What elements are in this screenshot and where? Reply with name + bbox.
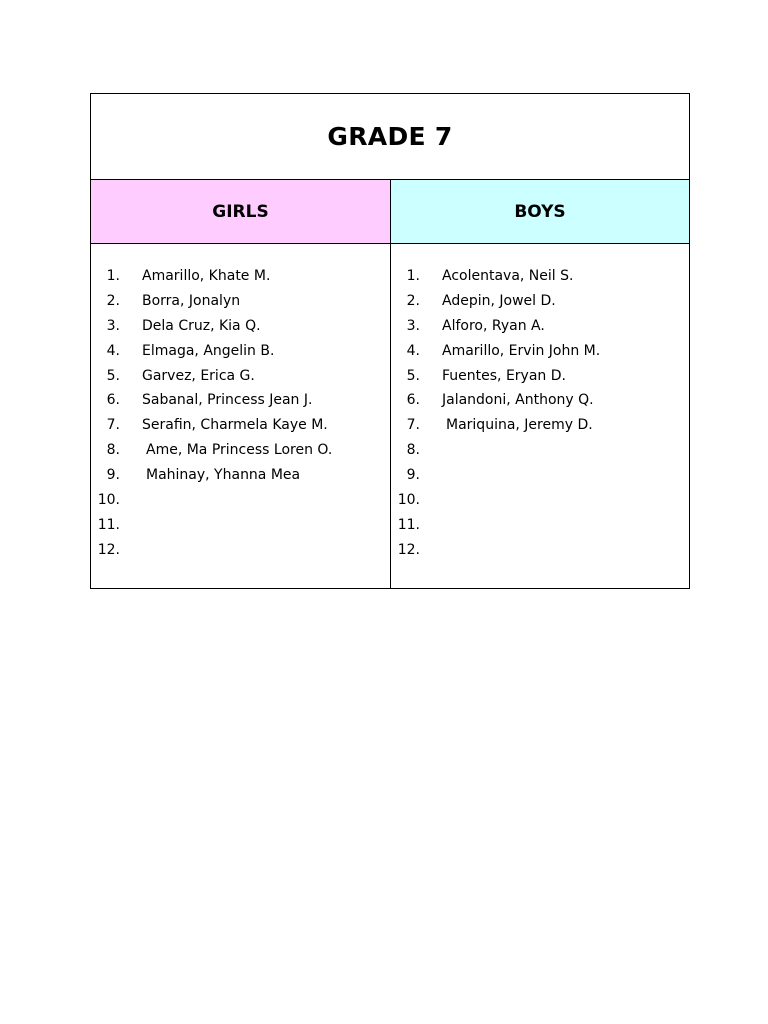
student-name: Jalandoni, Anthony Q. <box>442 392 594 409</box>
list-item <box>91 463 390 488</box>
boys-header-label: BOYS <box>514 201 566 222</box>
girls-column-header <box>91 180 391 244</box>
list-item <box>391 488 689 513</box>
student-name: Amarillo, Khate M. <box>142 268 271 284</box>
list-item <box>391 314 689 339</box>
list-item <box>91 339 390 364</box>
item-number: 4. <box>406 342 420 359</box>
item-number: 6. <box>406 392 420 409</box>
list-item <box>91 264 390 289</box>
item-number: 9. <box>106 467 120 484</box>
item-number: 11. <box>397 516 420 533</box>
item-number: 1. <box>106 268 120 284</box>
item-number: 5. <box>106 367 120 384</box>
student-name: Adepin, Jowel D. <box>442 292 556 309</box>
list-item <box>391 513 689 538</box>
item-number: 10. <box>397 492 420 509</box>
item-number: 10. <box>97 492 120 509</box>
girls-header-label: GIRLS <box>212 201 269 222</box>
girls-list <box>91 264 390 563</box>
item-number: 8. <box>406 442 420 459</box>
list-item <box>91 413 390 438</box>
item-number: 12. <box>97 541 120 558</box>
item-number: 5. <box>406 367 420 384</box>
boys-list <box>391 264 689 563</box>
list-item <box>391 388 689 413</box>
item-number: 3. <box>406 317 420 334</box>
title-row <box>91 94 689 180</box>
item-number: 7. <box>406 417 420 434</box>
student-name: Mariquina, Jeremy D. <box>446 417 593 434</box>
student-name: Acolentava, Neil S. <box>442 268 574 284</box>
list-item <box>391 289 689 314</box>
class-roster-table <box>90 93 690 589</box>
list-item <box>391 463 689 488</box>
student-name: Ame, Ma Princess Loren O. <box>146 442 333 459</box>
list-item <box>91 513 390 538</box>
list-item <box>91 538 390 563</box>
student-name: Mahinay, Yhanna Mea <box>146 467 301 484</box>
list-item <box>91 364 390 389</box>
student-name: Borra, Jonalyn <box>142 292 241 309</box>
item-number: 8. <box>106 442 120 459</box>
student-name: Garvez, Erica G. <box>142 367 255 384</box>
item-number: 3. <box>106 317 120 334</box>
item-number: 2. <box>106 292 120 309</box>
item-number: 1. <box>406 268 420 284</box>
list-item <box>391 538 689 563</box>
student-name: Amarillo, Ervin John M. <box>442 342 601 359</box>
list-item <box>91 314 390 339</box>
student-name: Alforo, Ryan A. <box>442 317 545 334</box>
item-number: 7. <box>106 417 120 434</box>
item-number: 2. <box>406 292 420 309</box>
list-item <box>391 438 689 463</box>
list-item <box>91 488 390 513</box>
item-number: 4. <box>106 342 120 359</box>
item-number: 11. <box>97 516 120 533</box>
student-name: Sabanal, Princess Jean J. <box>142 392 313 409</box>
student-name: Elmaga, Angelin B. <box>142 342 275 359</box>
student-name: Fuentes, Eryan D. <box>442 367 566 384</box>
page-title: GRADE 7 <box>327 122 453 151</box>
list-item <box>91 388 390 413</box>
student-name: Serafin, Charmela Kaye M. <box>142 417 328 434</box>
list-item <box>91 438 390 463</box>
list-item <box>391 339 689 364</box>
item-number: 6. <box>106 392 120 409</box>
item-number: 9. <box>406 467 420 484</box>
item-number: 12. <box>397 541 420 558</box>
list-item <box>391 264 689 289</box>
list-item <box>391 413 689 438</box>
list-item <box>391 364 689 389</box>
student-name: Dela Cruz, Kia Q. <box>142 317 261 334</box>
boys-column-header <box>391 180 689 244</box>
list-item <box>91 289 390 314</box>
